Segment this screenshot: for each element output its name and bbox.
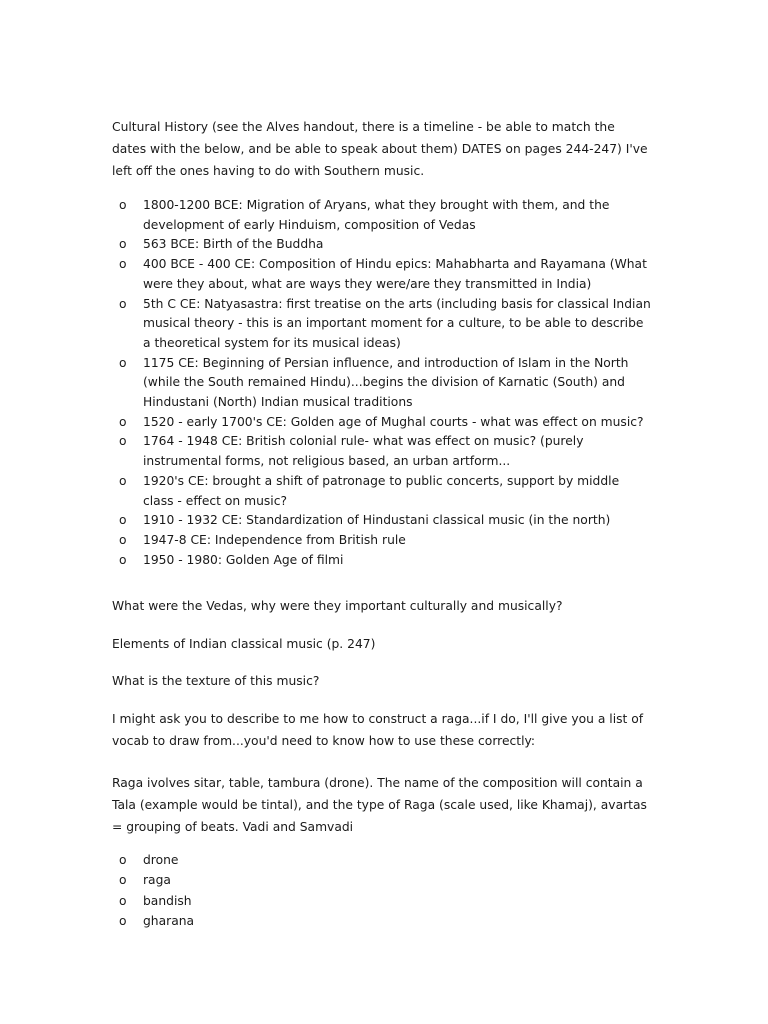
question-texture: What is the texture of this music?	[112, 674, 320, 688]
list-item: o 5th C CE: Natyasastra: first treatise on the arts (including basis for classical Indian musical theory - this is an important moment for a culture, to be able to describe a theoretical system for its musical ideas)	[119, 296, 651, 350]
bullet-marker: o	[119, 355, 127, 370]
bullet-marker: o	[119, 414, 127, 429]
list-item: o 1947-8 CE: Independence from British rule	[112, 531, 652, 551]
list-item: o 1910 - 1932 CE: Standardization of Hindustani classical music (in the north)	[112, 511, 652, 531]
bullet-marker: o	[119, 873, 127, 888]
list-item: o 1764 - 1948 CE: British colonial rule- what was effect on music? (purely instrumental forms, not religious based, an urban artform...	[119, 434, 584, 469]
intro-paragraph: Cultural History (see the Alves handout, there is a timeline - be able to match the dates with the below, and be able to speak about them) DATES on pages 244-247) I've left off the ones having to do with Southern music.	[112, 120, 648, 178]
bullet-marker: o	[119, 552, 127, 567]
list-item: o 1950 - 1980: Golden Age of filmi	[112, 551, 652, 571]
list-item: o raga	[112, 870, 652, 890]
list-item: o bandish	[112, 891, 652, 911]
list-item: o 400 BCE - 400 CE: Composition of Hindu epics: Mahabharta and Rayamana (What were they about, what are ways they were/are they transmitted in India)	[119, 257, 647, 291]
list-item: o 1800-1200 BCE: Migration of Aryans, what they brought with them, and the development of early Hinduism, composition of Vedas	[119, 198, 610, 232]
bullet-marker: o	[119, 913, 127, 928]
list-item: o 1175 CE: Beginning of Persian influence, and introduction of Islam in the North (while the South remained Hindu)...begins the division of Karnatic (South) and Hindustani (North) Indian musical traditions	[119, 355, 629, 410]
list-item: o 1520 - early 1700's CE: Golden age of Mughal courts - what was effect on music?	[112, 413, 652, 433]
list-item: o gharana	[112, 911, 652, 931]
bullet-marker: o	[119, 434, 127, 449]
list-item: o drone	[112, 850, 652, 870]
bullet-marker: o	[119, 513, 127, 528]
bullet-marker: o	[119, 198, 127, 212]
raga-instructions: I might ask you to describe to me how to construct a raga...if I do, I'll give you a list of vocab to draw from...you'd need to know how to use these correctly:	[112, 712, 644, 748]
bullet-marker: o	[119, 853, 127, 867]
elements-heading: Elements of Indian classical music (p. 247)	[112, 637, 376, 651]
bullet-marker: o	[119, 237, 127, 252]
bullet-marker: o	[119, 893, 127, 908]
vocab-list	[112, 850, 652, 931]
bullet-marker: o	[119, 473, 127, 488]
raga-description: Raga ivolves sitar, table, tambura (drone). The name of the composition will contain a Tala (example would be tintal), and the type of Raga (scale used, like Khamaj), avartas = grouping of beats. Vadi and Samvadi	[112, 776, 647, 834]
timeline-list	[112, 196, 652, 570]
bullet-marker: o	[119, 296, 127, 311]
bullet-marker: o	[119, 532, 127, 547]
list-item: o 563 BCE: Birth of the Buddha	[112, 235, 652, 255]
list-item: o 1920's CE: brought a shift of patronage to public concerts, support by middle class - effect on music?	[119, 473, 620, 508]
bullet-marker: o	[119, 257, 127, 272]
question-vedas: What were the Vedas, why were they important culturally and musically?	[112, 599, 563, 613]
